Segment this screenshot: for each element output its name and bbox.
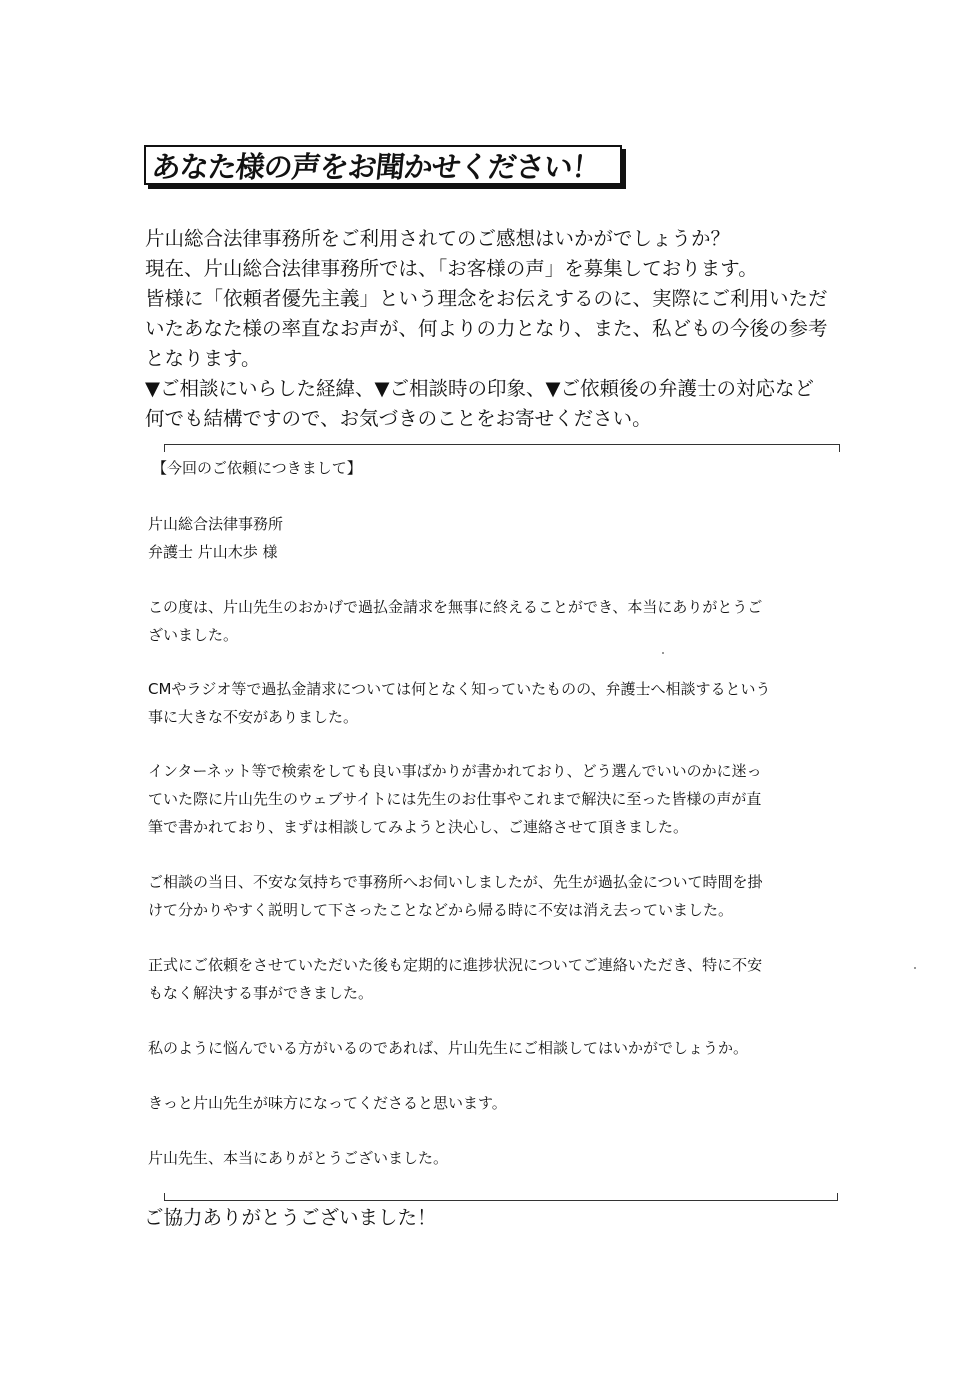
intro-line: 皆様に「依頼者優先主義」という理念をお伝えするのに、実際にご利用いただ (145, 287, 828, 310)
letter-recipient-lawyer: 弁護士 片山木歩 様 (148, 543, 278, 561)
letter-recipient-firm: 片山総合法律事務所 (148, 515, 284, 533)
intro-line: となります。 (145, 347, 261, 370)
intro-line: 何でも結構ですので、お気づきのことをお寄せください。 (145, 407, 652, 430)
scan-speck (662, 652, 664, 654)
letter-line: 筆で書かれており、まずは相談してみようと決心し、ご連絡させて頂きました。 (148, 818, 689, 836)
intro-line: いたあなた様の率直なお声が、何よりの力となり、また、私どもの今後の参考 (145, 317, 828, 340)
letter-paragraph-2 (148, 675, 771, 731)
letter-line: けて分かりやすく説明して下さったことなどから帰る時に不安は消え去っていました。 (148, 901, 734, 919)
letter-paragraph-4 (148, 868, 763, 924)
letter-paragraph-5 (148, 951, 762, 1007)
intro-section (145, 224, 855, 434)
letter-line: 正式にご依頼をさせていただいた後も定期的に進捗状況についてご連絡いただき、特に不安 (148, 956, 763, 974)
closing-message: ご協力ありがとうございました！ (144, 1206, 437, 1229)
letter-line: ざいました。 (148, 626, 239, 644)
letter-line: インターネット等で検索をしても良い事ばかりが書かれており、どう選んでいいのかに迷っ (148, 762, 762, 780)
page-title: あなた様の声をお聞かせください！ (150, 149, 602, 184)
letter-paragraph-7: きっと片山先生が味方になってくださると思います。 (148, 1094, 507, 1112)
intro-line: ▼ご相談にいらした経緯、▼ご相談時の印象、▼ご依頼後の弁護士の対応など (145, 377, 814, 400)
letter-paragraph-8: 片山先生、本当にありがとうございました。 (148, 1149, 449, 1167)
letter-line: ていた際に片山先生のウェブサイトには先生のお仕事やこれまで解決に至った皆様の声が直 (148, 790, 762, 808)
intro-line: 現在、片山総合法律事務所では、「お客様の声」を募集しております。 (145, 257, 758, 280)
title-box (144, 145, 622, 185)
letter-line: 事に大きな不安がありました。 (148, 708, 359, 726)
intro-line: 片山総合法律事務所をご利用されてのご感想はいかがでしょうか？ (145, 227, 731, 250)
letter-paragraph-1 (148, 593, 762, 649)
letter-line: この度は、片山先生のおかげで過払金請求を無事に終えることができ、本当にありがとうご (148, 598, 763, 616)
letter-heading: 【今回のご依頼につきまして】 (152, 459, 362, 477)
letter-paragraph-3 (148, 757, 762, 841)
letter-line: ご相談の当日、不安な気持ちで事務所へお伺いしましたが、先生が過払金について時間を掛 (148, 873, 763, 891)
letter-line: もなく解決する事ができました。 (148, 984, 374, 1002)
scan-speck (914, 967, 916, 969)
letter-bracket-bottom (164, 1193, 838, 1201)
letter-bracket-top (164, 444, 840, 452)
letter-line: CMやラジオ等で過払金請求については何となく知っていたものの、弁護士へ相談するという (148, 680, 771, 698)
letter-paragraph-6: 私のように悩んでいる方がいるのであれば、片山先生にご相談してはいかがでしょうか。 (148, 1039, 749, 1057)
